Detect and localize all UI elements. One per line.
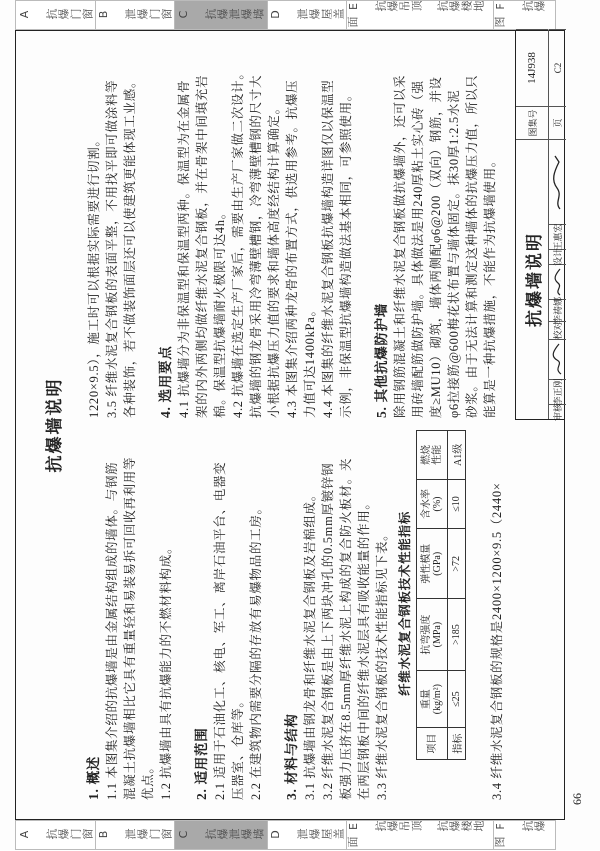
table-header-cell: 含水率 (%) bbox=[417, 479, 448, 529]
section-heading: 3. 材料与结构 bbox=[284, 713, 299, 800]
text-line: 2.2 在建筑物内需要分隔的存放有易爆物品的工房。 bbox=[249, 501, 263, 800]
tab-label: D 泄爆屋盖 bbox=[269, 828, 345, 841]
section-heading: 5. 其他抗爆防护墙 bbox=[374, 303, 389, 418]
tab-label: B 泄爆门窗 bbox=[97, 828, 173, 841]
performance-table bbox=[416, 430, 466, 760]
text-section bbox=[85, 430, 175, 800]
table-cell: ≤10 bbox=[448, 479, 466, 529]
text-line: 架的内外两侧均做纤维水泥复合钢板，并在骨架中间填充岩 bbox=[195, 74, 209, 418]
page-label: 页 bbox=[549, 106, 566, 139]
text-line: 在两层钢板中间的纤维水泥层具有吸收能量的作用。 bbox=[357, 496, 371, 800]
text-section bbox=[373, 38, 499, 418]
text-line: 3.2 纤维水泥复合钢板是由上下两块冲孔的0.5mm厚镀锌钢 bbox=[321, 462, 335, 800]
table-title: 纤维水泥复合钢板技术性能指标 bbox=[398, 511, 412, 696]
tab-strip-top bbox=[15, 0, 556, 30]
section-heading: 2. 适用范围 bbox=[194, 727, 209, 800]
text-section bbox=[85, 38, 139, 418]
table-header-cell: 重量 (kg/m²) bbox=[417, 671, 448, 728]
text-line: 4.4 本图集的纤维水泥复合钢板抗爆墙构造详图仅以保温型 bbox=[321, 79, 335, 418]
tab-label: F 抗爆图 bbox=[494, 820, 546, 849]
title-block-title: 抗爆墙说明 bbox=[516, 139, 548, 419]
checker-signature bbox=[549, 264, 566, 299]
text-line: 1.1 本图集介绍的抗爆墙是由金属结构组成的墙体。与钢筋 bbox=[105, 461, 119, 800]
text-line: 4.2 抗爆墙在选定生产厂家后，需要由生产厂家做二次设计。 bbox=[231, 66, 245, 418]
text-line: 各种装饰，若不做装饰面层还可以使建筑更能体现工业感。 bbox=[123, 74, 137, 418]
table-cell: >72 bbox=[448, 529, 466, 599]
check-label: 校对 bbox=[549, 321, 566, 339]
checker-name: 李祷娜 bbox=[549, 299, 566, 321]
tab-e[interactable] bbox=[347, 0, 494, 30]
text-section bbox=[157, 38, 355, 418]
table-row bbox=[448, 431, 466, 760]
designer-name: 王惠宏 bbox=[549, 224, 566, 249]
right-text-column bbox=[85, 38, 499, 418]
tab-label: E 抗爆吊顶 抗爆楼地面 bbox=[347, 820, 485, 849]
text-line: 除用钢筋混凝土和纤维水泥复合钢板做抗爆墙外，还可以采 bbox=[393, 74, 407, 418]
tab-a[interactable] bbox=[15, 820, 96, 850]
text-line: 示例，非保温型抗爆墙构造做法基本相同，可参照使用。 bbox=[339, 87, 353, 418]
table-cell: 指标 bbox=[448, 728, 466, 760]
table-cell: >185 bbox=[448, 599, 466, 671]
text-section bbox=[283, 430, 506, 800]
tab-c[interactable] bbox=[175, 820, 268, 850]
tab-c[interactable] bbox=[175, 0, 268, 30]
text-line: 用砖墙配筋做防护墙。具体做法是用240厚粘土实心砖（强 bbox=[411, 80, 425, 418]
text-line: 力值可达1400kPa。 bbox=[303, 303, 317, 418]
text-line: 优点。 bbox=[141, 760, 155, 800]
text-line: 砂浆。由于无法计算和测定这种墙体的抗爆压力值，所以只 bbox=[465, 74, 479, 418]
atlas-label: 图集号 bbox=[516, 106, 548, 139]
table-cell: ≤25 bbox=[448, 671, 466, 728]
text-line: 抗爆墙的钢龙骨采用冷弯薄壁槽钢，冷弯薄壁槽钢的尺寸大 bbox=[249, 74, 263, 418]
text-line: 混凝土抗爆墙相比它具有重量轻和易装易拆可回收再利用等 bbox=[123, 456, 137, 800]
review-label: 审核 bbox=[549, 404, 566, 419]
text-section bbox=[193, 430, 265, 800]
table-header-cell: 弹性模量 (GPa) bbox=[417, 529, 448, 599]
tab-label: D 泄爆屋盖 bbox=[269, 8, 345, 21]
tab-strip-bottom bbox=[15, 820, 556, 850]
text-line: 1220×9.5），施工时可以根据实际需要进行切割。 bbox=[87, 133, 101, 418]
page-number: 66 bbox=[570, 793, 584, 805]
text-line: 4.3 本图集介绍两种龙骨的布置方式，供选用参考。抗爆压 bbox=[285, 79, 299, 418]
tab-label: A 抗爆门窗 bbox=[17, 828, 94, 841]
title-block bbox=[515, 30, 565, 420]
left-text-column bbox=[85, 430, 506, 800]
text-line: 小根据抗爆压力值的要求和墙体高度经结构计算确定。 bbox=[267, 101, 281, 418]
text-line: 3.3 纤维水泥复合钢板的技术性能指标见下表。 bbox=[375, 527, 389, 800]
design-label: 设计 bbox=[549, 249, 566, 264]
reviewer-name: 李正刚 bbox=[549, 379, 566, 404]
atlas-number: 14J938 bbox=[516, 29, 548, 106]
text-line: 3.5 纤维水泥复合钢板的表面平整，不用找平即可做涂料等 bbox=[105, 79, 119, 418]
tab-label: F 抗爆图 bbox=[494, 0, 546, 29]
reviewer-signature bbox=[549, 339, 566, 379]
tab-label: B 泄爆门窗 bbox=[97, 8, 173, 21]
tab-label: C 抗爆泄爆墙 bbox=[177, 8, 265, 21]
tab-f[interactable] bbox=[494, 820, 556, 850]
section-heading: 1. 概述 bbox=[86, 756, 101, 800]
page-code: C2 bbox=[549, 29, 566, 106]
table-header-cell: 燃烧 性能 bbox=[417, 431, 448, 480]
tab-label: A 抗爆门窗 bbox=[17, 8, 94, 21]
tab-e[interactable] bbox=[347, 820, 494, 850]
tab-d[interactable] bbox=[268, 0, 347, 30]
table-header-cell: 项目 bbox=[417, 728, 448, 760]
text-line: 能算是一种抗爆措施，不能作为抗爆墙使用。 bbox=[483, 153, 497, 418]
tab-label: E 抗爆吊顶 抗爆楼地面 bbox=[347, 0, 485, 29]
text-line: φ6拉接筋@600梅花状布置与墙体固定。抹30厚1:2.5水泥 bbox=[447, 89, 461, 418]
text-line: 压器室、仓库等。 bbox=[231, 694, 245, 800]
table-cell: A1级 bbox=[448, 431, 466, 480]
tab-b[interactable] bbox=[96, 820, 175, 850]
text-line: 3.1 抗爆墙由钢龙骨和纤维水泥复合钢板及岩棉组成。 bbox=[303, 488, 317, 800]
text-line: 1.2 抗爆墙由具有抗爆能力的不燃材料构成。 bbox=[159, 540, 173, 800]
tab-a[interactable] bbox=[15, 0, 96, 30]
text-line: 3.4 纤维水泥复合钢板的规格是2400×1200×9.5（2440× bbox=[490, 482, 504, 800]
designer-signature bbox=[549, 139, 566, 224]
table-header-cell: 抗弯强度 (MPa) bbox=[417, 599, 448, 671]
text-line: 板强力压挤在8.5mm厚纤维水泥上构成的复合防火板材。夹 bbox=[339, 457, 353, 800]
table-row bbox=[417, 431, 448, 760]
tab-f[interactable] bbox=[494, 0, 556, 30]
tab-d[interactable] bbox=[268, 820, 347, 850]
text-line: 度≥MU10）砌筑，墙体两侧配φ6@200（双向）钢筋，并设 bbox=[429, 76, 443, 418]
text-line: 2.1 适用于石油化工、核电、军工、离岸石油平台、电器变 bbox=[213, 461, 227, 800]
text-line: 4.1 抗爆墙分为非保温型和保温型两种。保温型为在金属骨 bbox=[177, 79, 191, 418]
page-title: 抗爆墙说明 bbox=[45, 377, 64, 473]
text-line: 棉。保温型抗爆墙耐火极限可达4h。 bbox=[213, 206, 227, 418]
section-heading: 4. 选用要点 bbox=[158, 345, 173, 418]
tab-label: C 抗爆泄爆墙 bbox=[177, 828, 265, 841]
tab-b[interactable] bbox=[96, 0, 175, 30]
